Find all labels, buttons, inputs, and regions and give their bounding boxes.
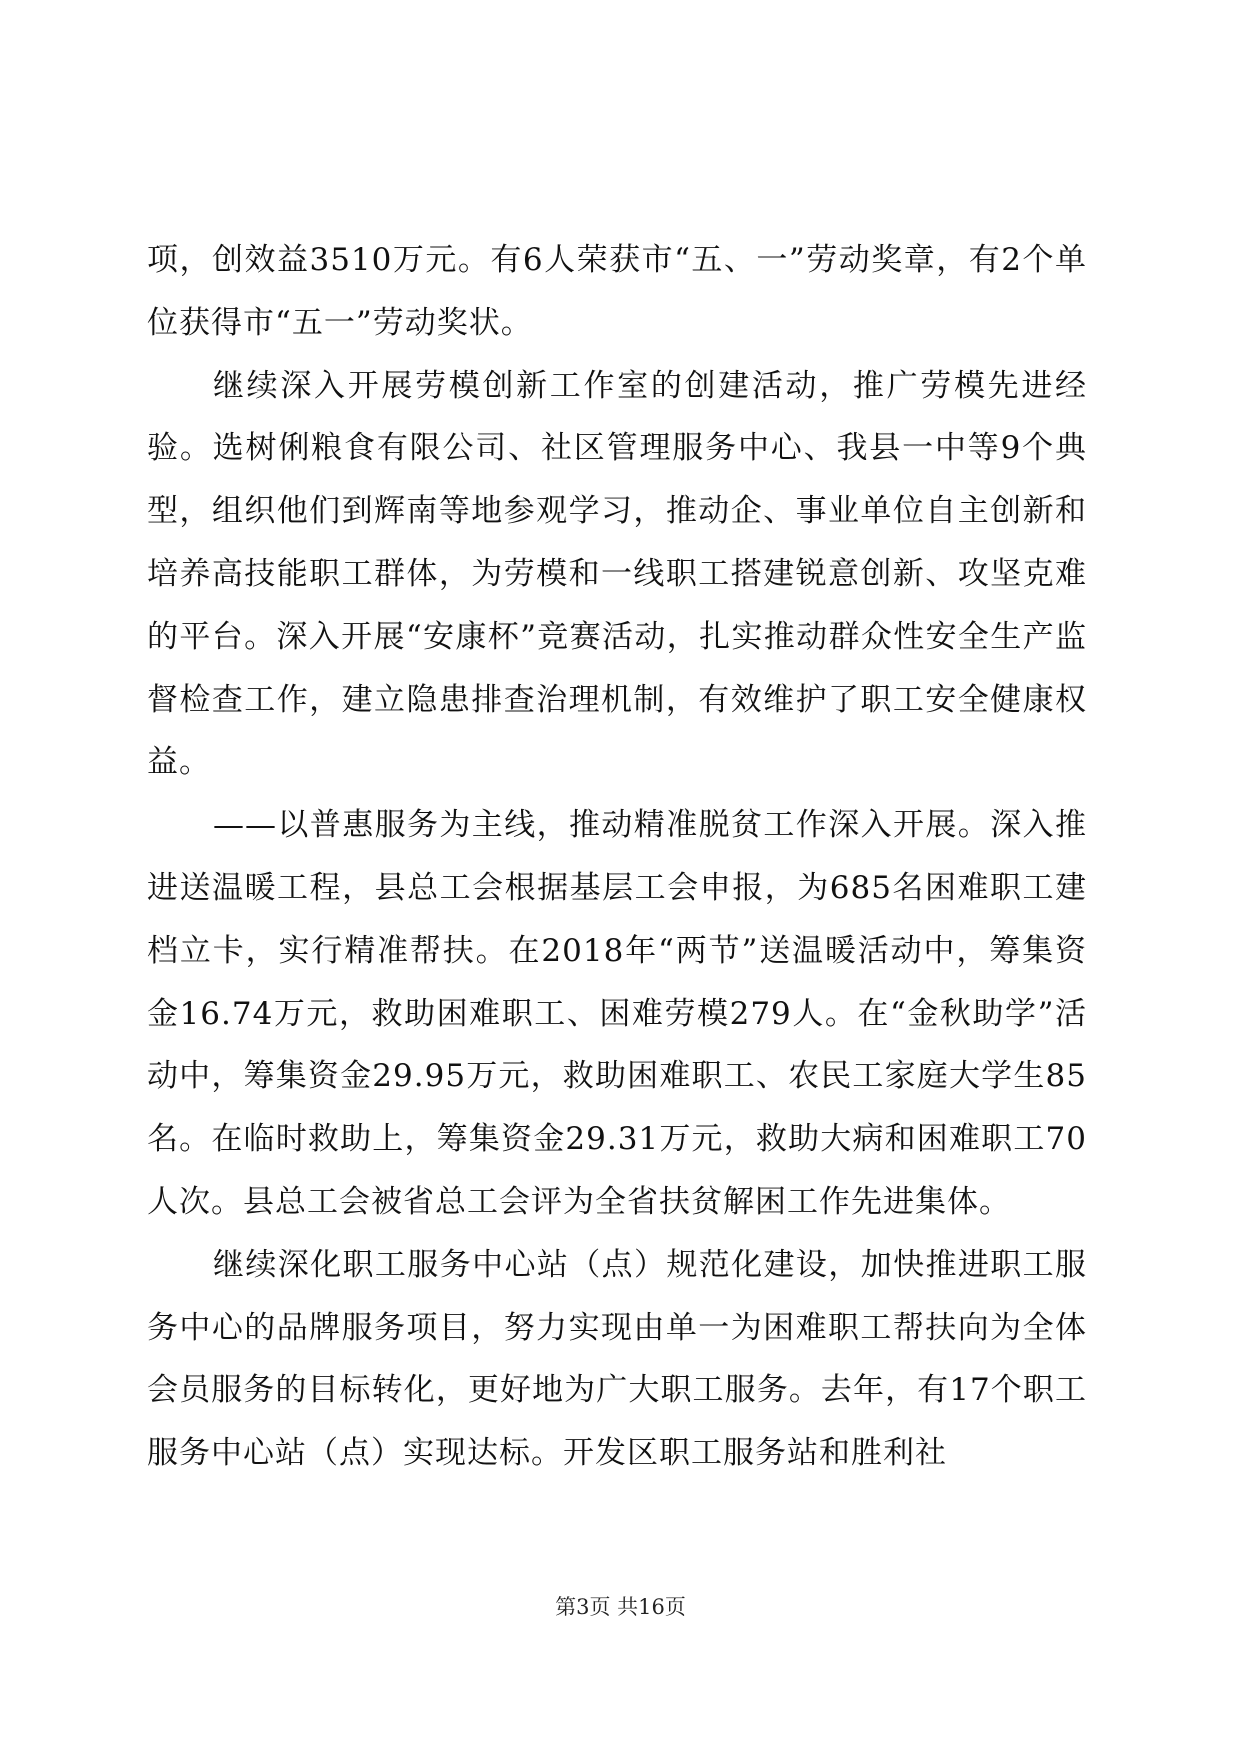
paragraph-model-workers-innovation: 继续深入开展劳模创新工作室的创建活动，推广劳模先进经验。选树俐粮食有限公司、社区管理服务中心、我县一中等9个典型，组织他们到辉南等地参观学习，推动企、事业单位自主创新和培养高技能职工群体，为劳模和一线职工搭建锐意创新、攻坚克难的平台。深入开展“安康杯”竞赛活动，扎实推动群众性安全生产监督检查工作，建立隐患排查治理机制，有效维护了职工安全健康权益。 [147, 367, 1087, 781]
paragraph-service-centers: 继续深化职工服务中心站（点）规范化建设，加快推进职工服务中心的品牌服务项目，努力实现由单一为困难职工帮扶向为全体会员服务的目标转化，更好地为广大职工服务。去年，有17个职工服务中心站（点）实现达标。开发区职工服务站和胜利社 [147, 1246, 1087, 1472]
document-body [147, 229, 1087, 1485]
paragraph-poverty-alleviation: ——以普惠服务为主线，推动精准脱贫工作深入开展。深入推进送温暖工程，县总工会根据基层工会申报，为685名困难职工建档立卡，实行精准帮扶。在2018年“两节”送温暖活动中，筹集资金16.74万元，救助困难职工、困难劳模279人。在“金秋助学”活动中，筹集资金29.95万元，救助困难职工、农民工家庭大学生85名。在临时救助上，筹集资金29.31万元，救助大病和困难职工70人次。县总工会被省总工会评为全省扶贫解困工作先进集体。 [147, 807, 1087, 1220]
paragraph-continuation: 项，创效益3510万元。有6人荣获市“五、一”劳动奖章，有2个单位获得市“五一”劳动奖状。 [147, 242, 1087, 341]
page-number-footer: 第3页 共16页 [555, 1595, 686, 1619]
